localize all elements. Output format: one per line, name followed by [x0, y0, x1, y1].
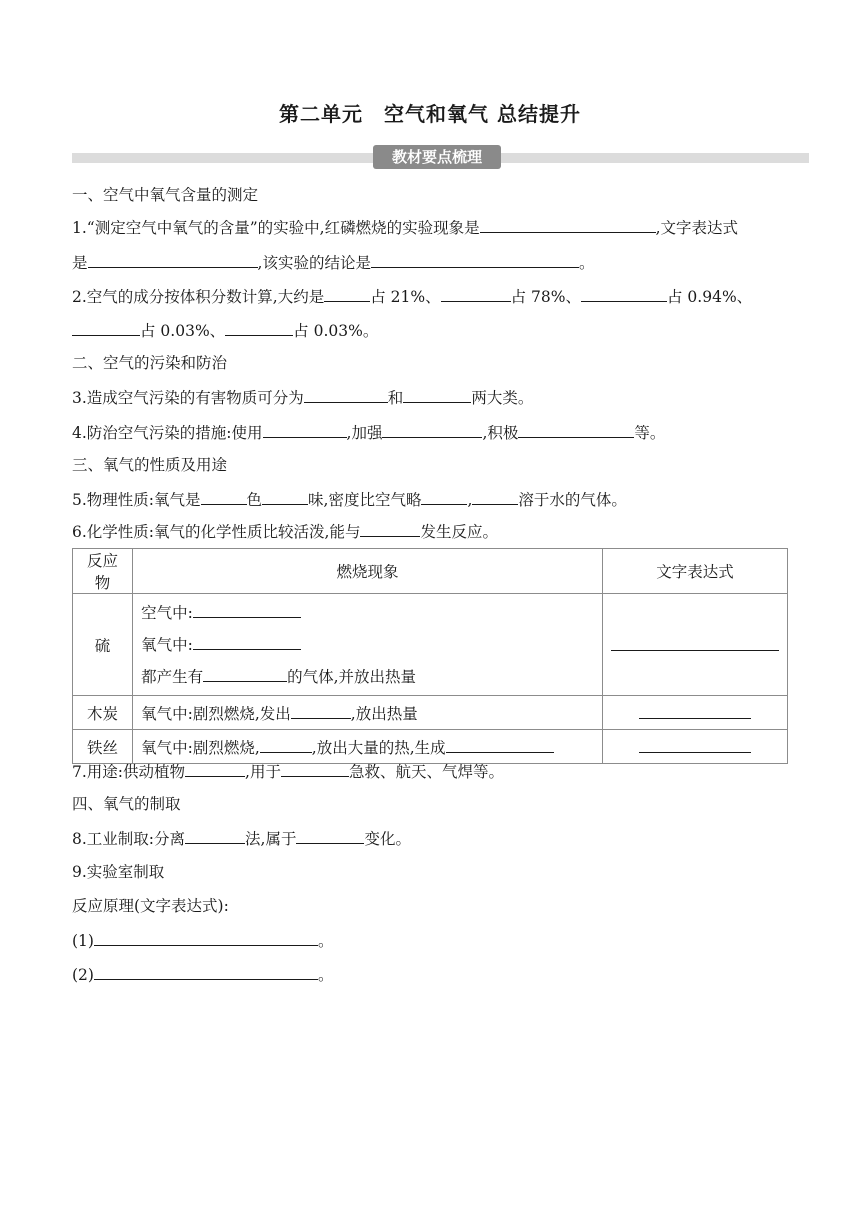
answer-blank[interactable] — [611, 634, 779, 651]
answer-blank[interactable] — [94, 963, 318, 980]
question-8: 8.工业制取:分离 法,属于 变化。 — [72, 827, 411, 850]
question-6: 6.化学性质:氧气的化学性质比较活泼,能与 发生反应。 — [72, 520, 498, 543]
answer-blank[interactable] — [421, 488, 467, 505]
charcoal-phenomenon: 氧气中:剧烈燃烧,发出 ,放出热量 — [133, 696, 603, 730]
question-9-part-2: (2) 。 — [72, 963, 333, 986]
table-row-charcoal — [73, 696, 788, 730]
answer-blank[interactable] — [581, 285, 667, 302]
reactant-iron: 铁丝 — [73, 730, 133, 764]
reactant-charcoal: 木炭 — [73, 696, 133, 730]
answer-blank[interactable] — [446, 736, 554, 753]
question-2-line-1: 2.空气的成分按体积分数计算,大约是 占 21%、 占 78%、 占 0.94%、 — [72, 285, 752, 308]
answer-blank[interactable] — [480, 216, 656, 233]
section-heading-4: 四、氧气的制取 — [72, 795, 181, 813]
question-3: 3.造成空气污染的有害物质可分为 和 两大类。 — [72, 386, 533, 409]
answer-blank[interactable] — [201, 488, 247, 505]
header-reactant: 反应物 — [73, 549, 133, 594]
charcoal-equation — [603, 696, 788, 730]
section-heading-2: 二、空气的污染和防治 — [72, 354, 228, 372]
page-title: 第二单元 空气和氧气 总结提升 — [279, 102, 581, 126]
answer-blank[interactable] — [203, 665, 287, 682]
question-9-title: 9.实验室制取 — [72, 863, 165, 881]
question-4: 4.防治空气污染的措施:使用 ,加强 ,积极 等。 — [72, 421, 665, 444]
answer-blank[interactable] — [193, 601, 301, 618]
header-equation: 文字表达式 — [603, 549, 788, 594]
question-9-principle: 反应原理(文字表达式): — [72, 897, 229, 915]
answer-blank[interactable] — [260, 736, 312, 753]
answer-blank[interactable] — [296, 827, 364, 844]
answer-blank[interactable] — [360, 520, 420, 537]
answer-blank[interactable] — [72, 319, 140, 336]
combustion-table — [72, 548, 788, 764]
header-phenomenon: 燃烧现象 — [133, 549, 603, 594]
answer-blank[interactable] — [304, 386, 388, 403]
question-5: 5.物理性质:氧气是 色 味,密度比空气略 , 溶于水的气体。 — [72, 488, 627, 511]
answer-blank[interactable] — [88, 251, 258, 268]
answer-blank[interactable] — [403, 386, 471, 403]
table-row-iron — [73, 730, 788, 764]
reactant-sulfur: 硫 — [73, 594, 133, 696]
answer-blank[interactable] — [291, 702, 351, 719]
iron-phenomenon: 氧气中:剧烈燃烧, ,放出大量的热,生成 — [133, 730, 603, 764]
answer-blank[interactable] — [639, 736, 751, 753]
answer-blank[interactable] — [281, 760, 349, 777]
answer-blank[interactable] — [185, 827, 245, 844]
section-heading-1: 一、空气中氧气含量的测定 — [72, 186, 259, 204]
answer-blank[interactable] — [263, 421, 347, 438]
section-badge: 教材要点梳理 — [373, 145, 501, 169]
sulfur-phenomenon: 空气中: 氧气中: 都产生有 的气体,并放出热量 — [133, 594, 603, 696]
answer-blank[interactable] — [371, 251, 579, 268]
question-1-line-2: 是 ,该实验的结论是 。 — [72, 251, 594, 274]
table-row-sulfur — [73, 594, 788, 696]
answer-blank[interactable] — [225, 319, 293, 336]
answer-blank[interactable] — [324, 285, 370, 302]
answer-blank[interactable] — [185, 760, 245, 777]
question-7: 7.用途:供动植物 ,用于 急救、航天、气焊等。 — [72, 760, 504, 783]
answer-blank[interactable] — [94, 929, 318, 946]
section-heading-3: 三、氧气的性质及用途 — [72, 456, 228, 474]
answer-blank[interactable] — [639, 702, 751, 719]
answer-blank[interactable] — [472, 488, 518, 505]
question-1-line-1: 1.“测定空气中氧气的含量”的实验中,红磷燃烧的实验现象是 ,文字表达式 — [72, 216, 738, 239]
question-9-part-1: (1) 。 — [72, 929, 333, 952]
answer-blank[interactable] — [382, 421, 482, 438]
iron-equation — [603, 730, 788, 764]
table-header-row — [73, 549, 788, 594]
answer-blank[interactable] — [262, 488, 308, 505]
answer-blank[interactable] — [441, 285, 511, 302]
question-2-line-2: 占 0.03%、 占 0.03%。 — [72, 319, 378, 342]
answer-blank[interactable] — [518, 421, 634, 438]
sulfur-equation — [603, 594, 788, 696]
answer-blank[interactable] — [193, 633, 301, 650]
